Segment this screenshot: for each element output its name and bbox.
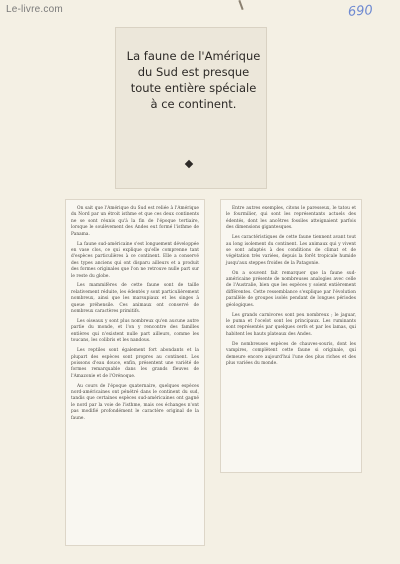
right-paragraph: Entre autres exemples, citons le paresseux, le tatou et le fourmilier, qui sont les représentants actuels des édentés, dont les ancêtres fossiles atteignaient parfois des dimensions gigantesques. bbox=[226, 206, 356, 231]
corner-pencil-mark bbox=[238, 0, 243, 10]
left-paragraph: Les reptiles sont également fort abondants et la plupart des espèces sont propres au continent. Les poissons d'eau douce, enfin, présentent une variété de formes remarquable dans les grands fleuves de l'Amazonie et de l'Orénoque. bbox=[71, 348, 199, 379]
left-paragraph: Au cours de l'époque quaternaire, quelques espèces nord-américaines ont pénétré dans le continent du sud, tandis que certaines espèces sud-américaines ont gagné le nord par la voie de l'isthme, mais ces échanges n'ont pas modifié profondément le caractère original de la faune. bbox=[71, 383, 199, 421]
right-paragraph: De nombreuses espèces de chauves-souris, dont les vampires, complètent cette faune si originale, qui demeure encore aujourd'hui l'une des plus riches et des plus variées du monde. bbox=[226, 341, 356, 366]
left-paragraph: Les oiseaux y sont plus nombreux qu'en aucune autre partie du monde, et l'on y rencontre des familles entières qui n'existent nulle part ailleurs, comme les toucans, les colibris et les nandous. bbox=[71, 319, 199, 344]
right-column-text bbox=[226, 206, 356, 371]
headline-clipping bbox=[116, 28, 266, 188]
page-number: 690 bbox=[347, 3, 374, 20]
left-paragraph: On sait que l'Amérique du Sud est reliée à l'Amérique du Nord par un étroit isthme et que ces deux continents ne se sont réunis qu'à la fin de l'époque tertiaire, lorsque le soulèvement des Andes eut formé l'isthme de Panama. bbox=[71, 206, 199, 237]
headline-title: La faune de l'Amérique du Sud est presque toute entière spéciale à ce continent. bbox=[126, 49, 261, 111]
right-paragraph: On a souvent fait remarquer que la faune sud-américaine présente de nombreuses analogies avec celle de l'Australie, bien que les espèces y soient entièrement différentes. Cette ressemblance s'explique par l'évolution parallèle de groupes isolés pendant de longues périodes géologiques. bbox=[226, 270, 356, 308]
right-paragraph: Les caractéristiques de cette faune tiennent avant tout au long isolement du continent. Les animaux qui y vivent se sont adaptés à des conditions de climat et de végétation très variées, depuis la forêt tropicale humide jusqu'aux steppes froides de la Patagonie. bbox=[226, 235, 356, 266]
watermark-text: Le-livre.com bbox=[6, 4, 63, 15]
right-paragraph: Les grands carnivores sont peu nombreux ; le jaguar, le puma et l'ocelot sont les principaux. Les ruminants sont représentés par quelques cerfs et par les lamas, qui habitent les hauts plateaux des Andes. bbox=[226, 312, 356, 337]
article-left-column bbox=[66, 200, 204, 545]
left-column-text bbox=[71, 206, 199, 426]
left-paragraph: La faune sud-américaine s'est longuement développée en vase clos, ce qui explique qu'elle comprenne tant d'espèces particulières à ce continent. Elle a conservé des types anciens qui ont disparu ailleurs et a produit des formes originales que l'on ne retrouve nulle part sur le reste du globe. bbox=[71, 241, 199, 279]
left-paragraph: Les mammifères de cette faune sont de taille relativement réduite, les édentés y sont particulièrement nombreux, ainsi que les marsupiaux et les singes à queue préhensile. Ces animaux ont conservé de nombreux caractères primitifs. bbox=[71, 283, 199, 315]
article-right-column bbox=[221, 200, 361, 472]
diamond-ornament-icon bbox=[185, 160, 193, 168]
